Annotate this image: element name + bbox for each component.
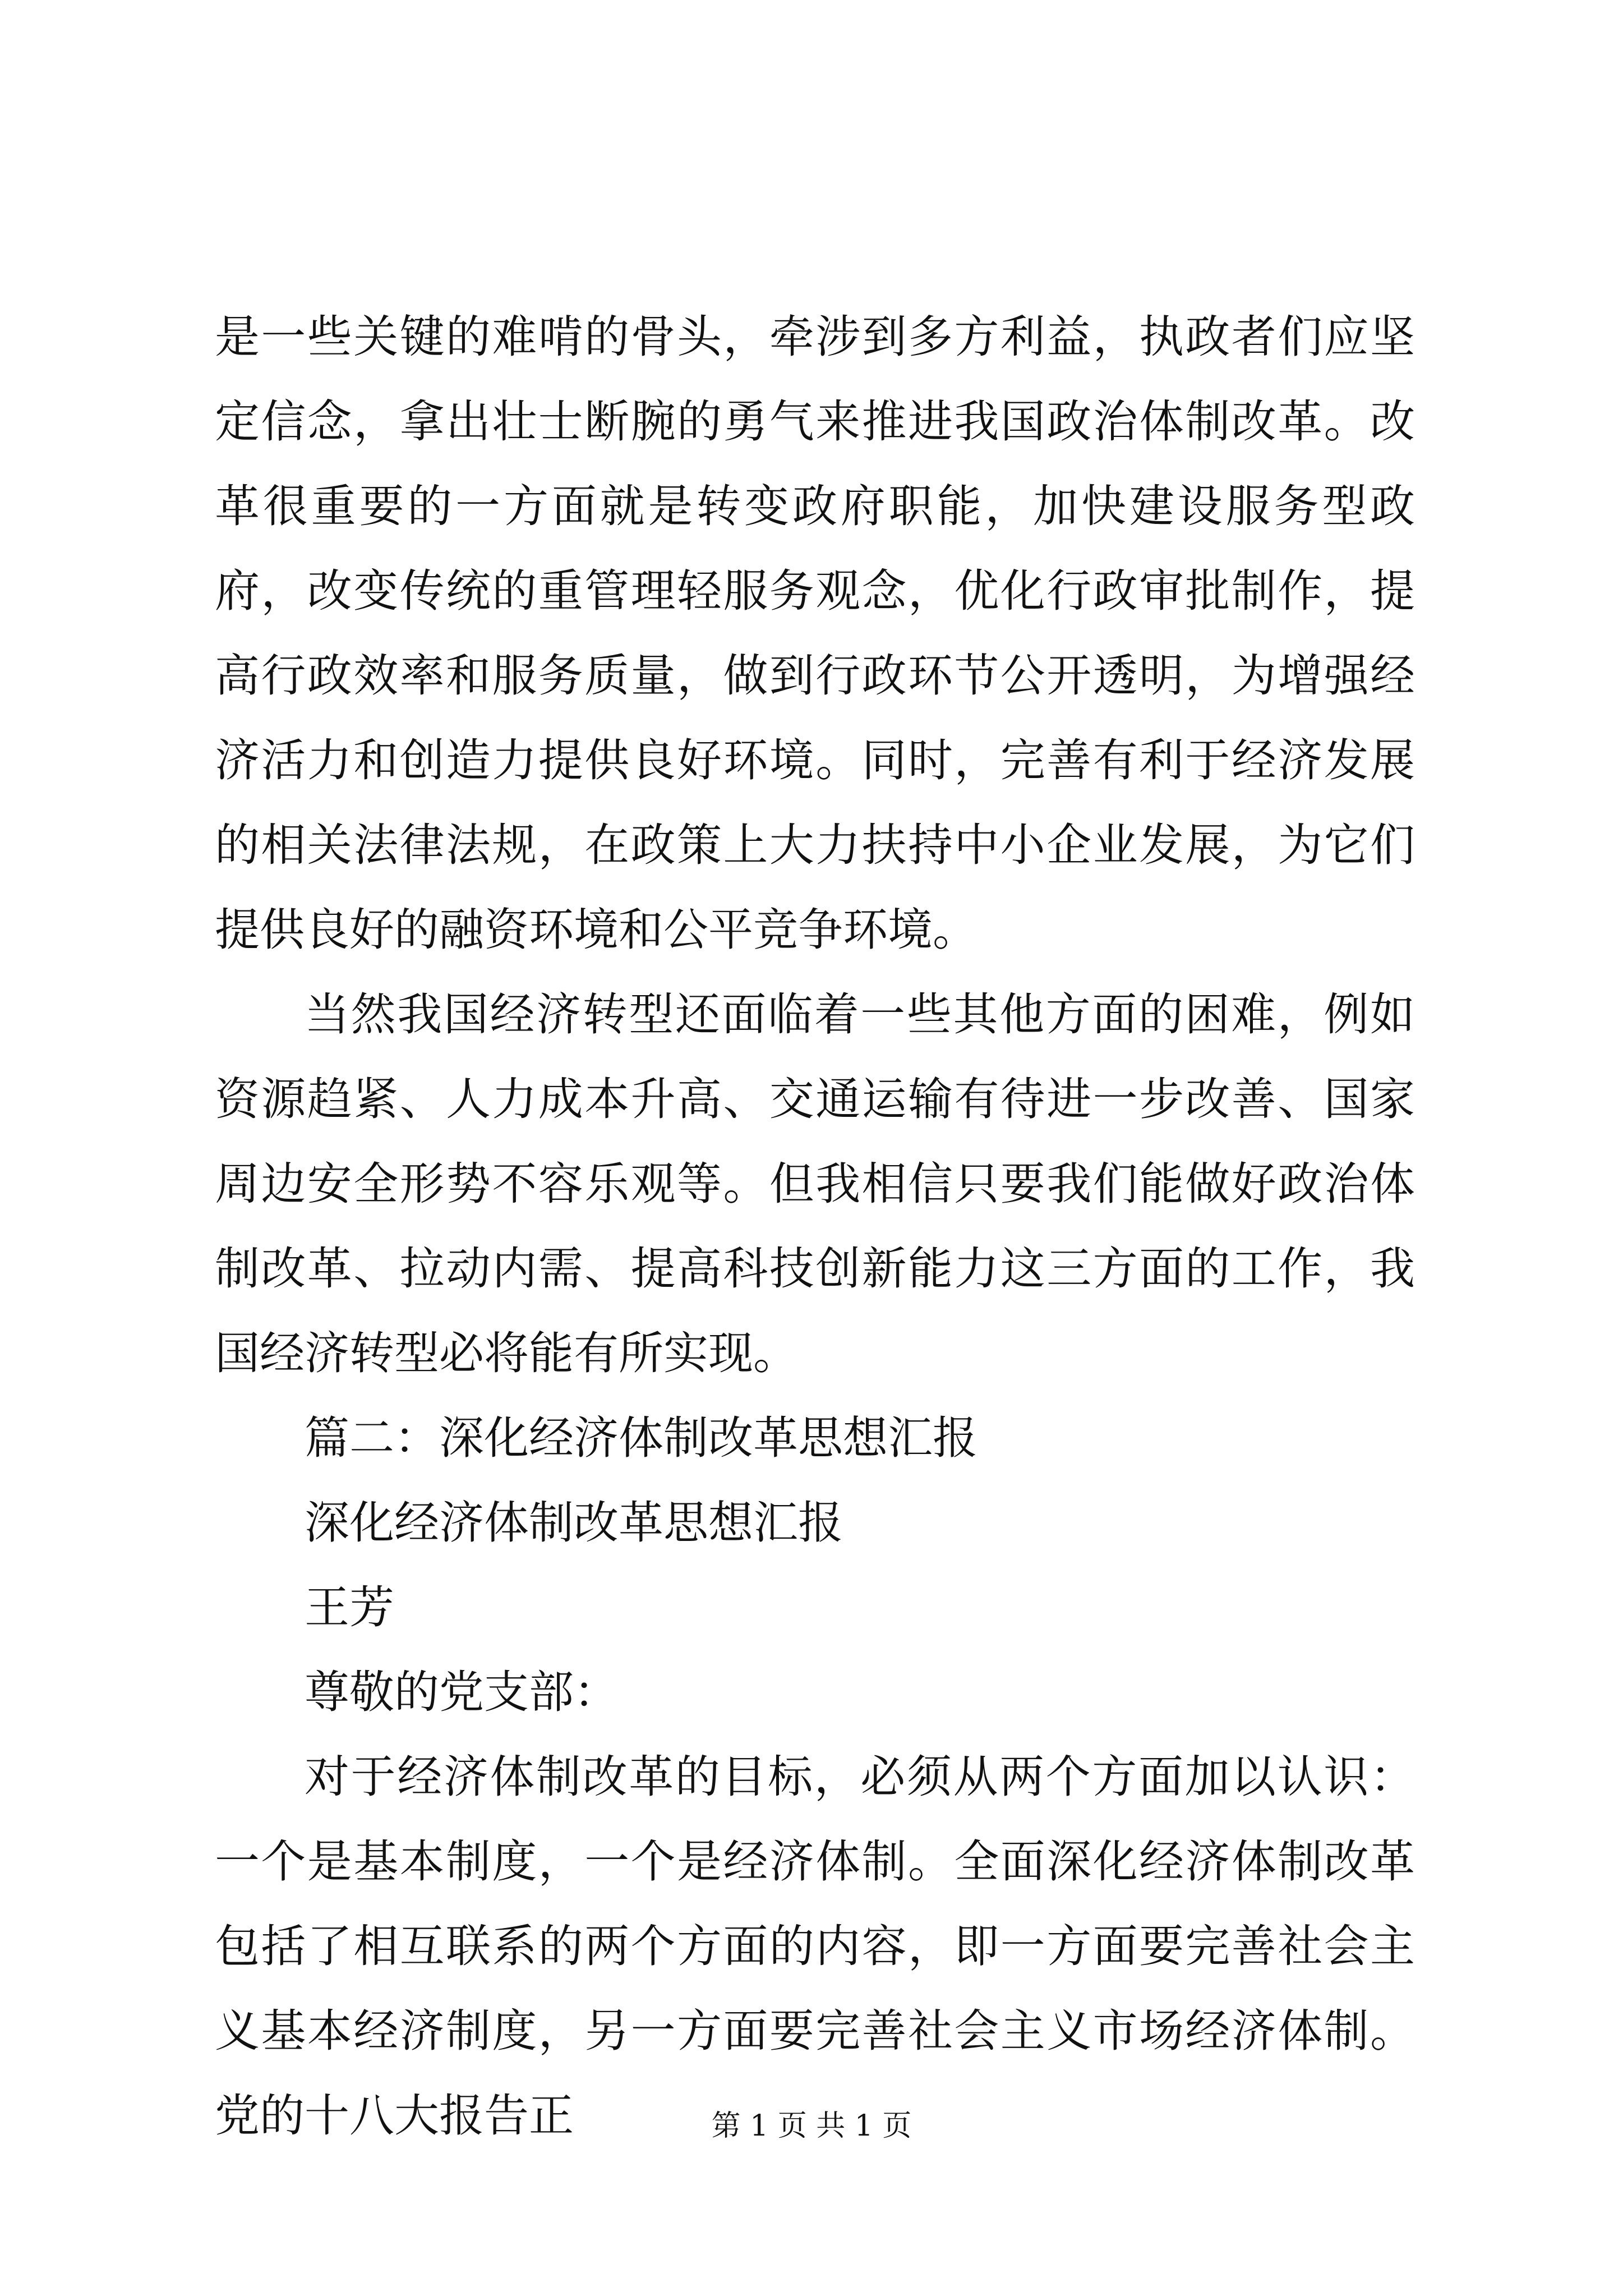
section-heading: 篇二：深化经济体制改革思想汇报 <box>305 1412 978 1464</box>
page-footer: 第 1 页 共 1 页 <box>711 2109 912 2143</box>
paragraph-continued: 是一些关键的难啃的骨头，牵涉到多方利益，执政者们应坚定信念，拿出壮士断腕的勇气来推进我国政治体制改革。改革很重要的一方面就是转变政府职能，加快建设服务型政府，改变传统的重管理轻服务观念，优化行政审批制作，提高行政效率和服务质量，做到行政环节公开透明，为增强经济活力和创造力提供良好环境。同时，完善有利于经济发展的相关法律法规，在政策上大力扶持中小企业发展，为它们提供良好的融资环境和公平竞争环境。 <box>215 311 1415 956</box>
paragraph-economic-transition: 当然我国经济转型还面临着一些其他方面的困难，例如资源趋紧、人力成本升高、交通运输有待进一步改善、国家周边安全形势不容乐观等。但我相信只要我们能做好政治体制改革、拉动内需、提高科技创新能力这三方面的工作，我国经济转型必将能有所实现。 <box>215 988 1415 1379</box>
report-title: 深化经济体制改革思想汇报 <box>305 1497 843 1549</box>
author-name: 王芳 <box>305 1581 394 1634</box>
salutation: 尊敬的党支部： <box>305 1666 619 1718</box>
document-body <box>215 295 1415 2158</box>
paragraph-reform-goals: 对于经济体制改革的目标，必须从两个方面加以认识：一个是基本制度，一个是经济体制。全面深化经济体制改革包括了相互联系的两个方面的内容，即一方面要完善社会主义基本经济制度，另一方面要完善社会主义市场经济体制。党的十八大报告正 <box>215 1751 1415 2142</box>
